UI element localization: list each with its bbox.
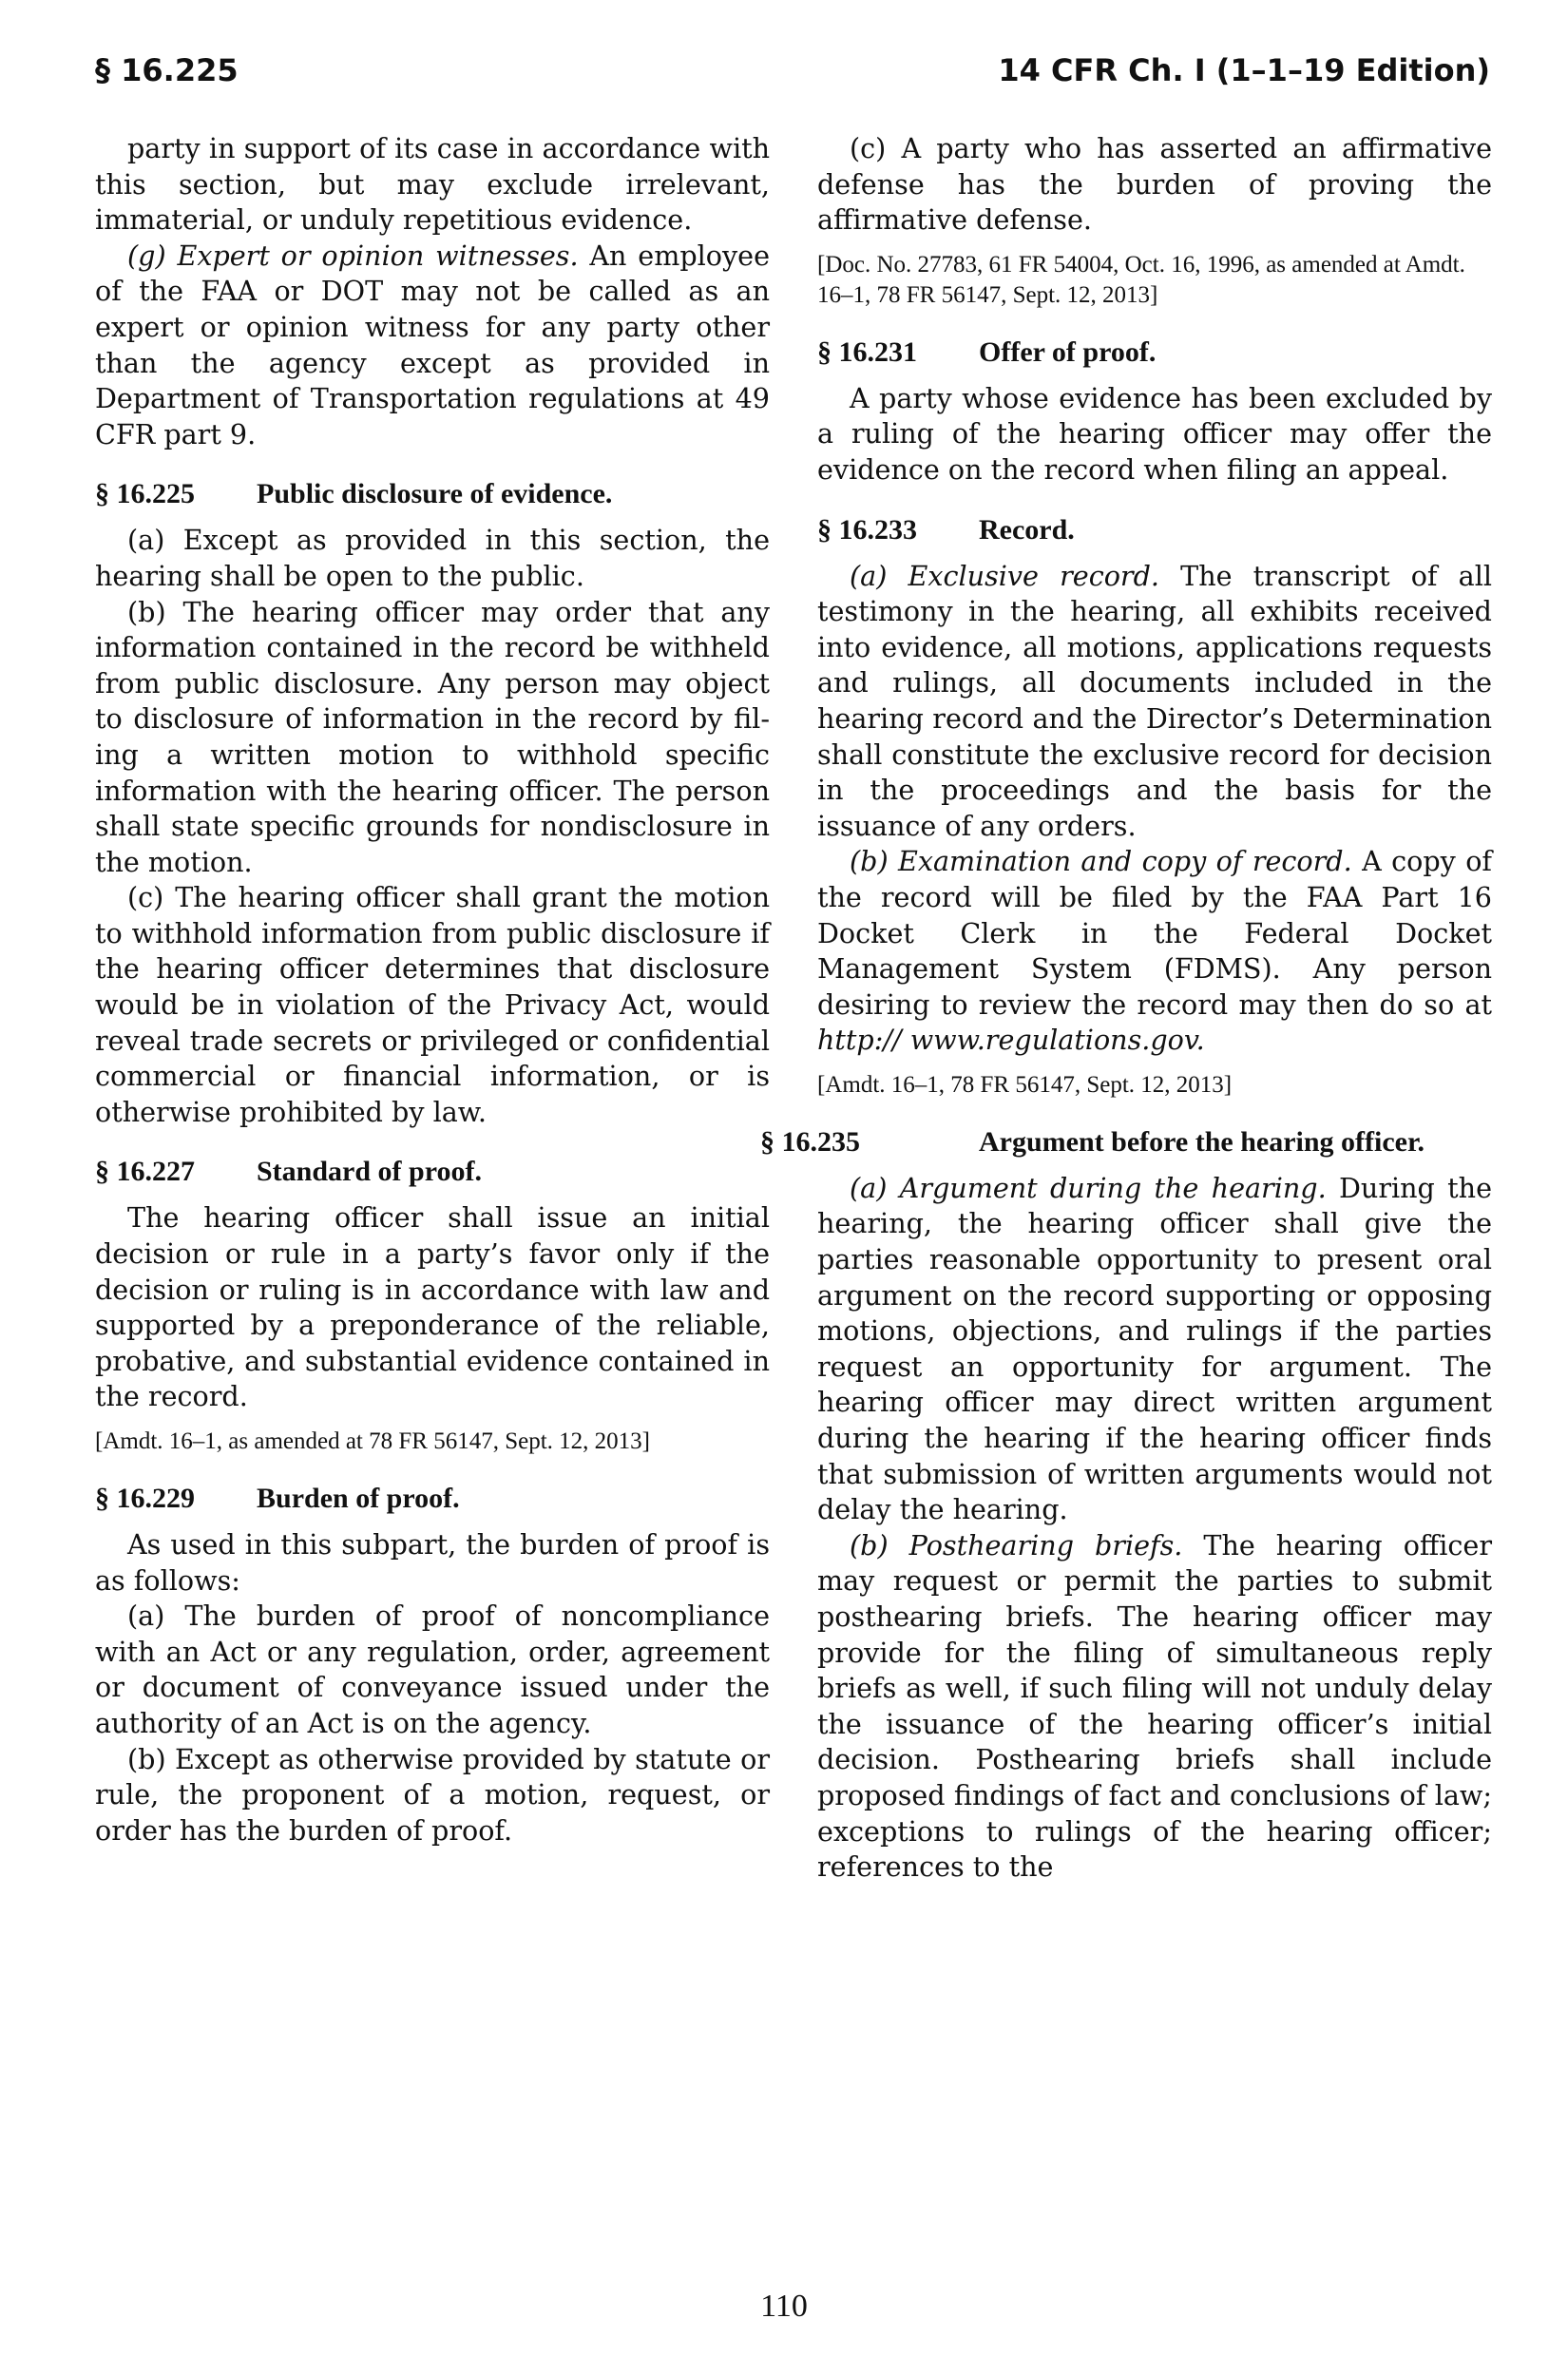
section-heading-16-225: [95, 477, 770, 511]
regulations-link[interactable]: http:// www.regulations.gov.: [817, 1024, 1205, 1057]
section-number: § 16.231: [817, 335, 917, 368]
paragraph-body: A party whose evidence has been excluded by a ruling of the hearing officer may offer the evidence on the record when filing an appeal.: [817, 381, 1492, 486]
page-number: 110: [760, 2289, 808, 2324]
section-number: § 16.225: [95, 478, 195, 510]
paragraph-a: [817, 1171, 1492, 1528]
section-title: Argument before the hearing officer.: [979, 1125, 1425, 1158]
paragraph-continued: party in support of its case in accordance with this section, but may exclude irrelevant, immaterial, or unduly repetitious evidence.: [95, 132, 770, 237]
section-heading-16-233: [817, 513, 1492, 547]
paragraph-b: (b) The hearing officer may order that any information contained in the record be withheld from public disclosure. Any person may object to disclosure of information in the record by filing a written motion to withhold specific information with the hearing officer. The person shall state specific grounds for nondisclosure in the motion.: [95, 595, 770, 878]
section-title: Standard of proof.: [257, 1156, 482, 1188]
paragraph-body: A copy of the record will be filed by the FAA Part 16 Docket Clerk in the Federal Docket Management System (FDMS). Any person desiring to review the record may then do so at: [817, 845, 1492, 1021]
paragraph-body: The hearing officer shall issue an initial decision or rule in a party’s favor only if the decision or ruling is in accordance with law and supported by a preponderance of the reliable, probative, and substantial evidence contained in the record.: [95, 1201, 770, 1413]
section-number: § 16.235: [760, 1125, 860, 1158]
running-head-edition: 14 CFR Ch. I (1–1–19 Edition): [998, 52, 1490, 88]
section-heading-16-231: [817, 335, 1492, 370]
paragraph-intro: As used in this subpart, the burden of proof is as follows:: [95, 1528, 770, 1597]
right-column: [760, 131, 1493, 1886]
paragraph-body: The transcript of all testimony in the hearing, all exhibits received into evidence, all motions, applications requests and rulings, all documents included in the hearing record and the Director’s Determination shall constitute the exclusive record for decision in the proceedings and the basis for the issuance of any orders.: [817, 559, 1492, 842]
paragraph-b: (b) Except as otherwise provided by statute or rule, the proponent of a motion, request, or order has the burden of proof.: [95, 1742, 770, 1847]
section-number: § 16.229: [95, 1483, 195, 1514]
paragraph-heading: (g) Expert or opinion witnesses.: [127, 239, 579, 272]
running-head-section: § 16.225: [95, 52, 239, 88]
page-header: [95, 48, 1490, 93]
paragraph-body: The hearing officer may request or permit the parties to submit posthearing briefs. The hearing officer may provide for the filing of simultaneous reply briefs as well, if such filing will not unduly delay the issuance of the hearing officer’s initial decision. Posthearing briefs shall include proposed findings of fact and conclusions of law; exceptions to rulings of the hearing officer; references to the: [817, 1528, 1493, 1884]
paragraph-b: [817, 844, 1492, 1059]
section-title: Offer of proof.: [979, 335, 1157, 368]
section-number: § 16.227: [95, 1156, 195, 1188]
paragraph-heading: (b) Examination and copy of record.: [850, 845, 1352, 878]
left-column: [95, 131, 770, 1849]
paragraph-c: (c) The hearing officer shall grant the motion to withhold information from public disclosure if the hearing officer determines that disclosure would be in violation of the Privacy Act, would reveal trade secrets or privileged or confidential commercial or financial information, or is otherwise prohibited by law.: [95, 881, 770, 1128]
paragraph-heading: (b) Posthearing briefs.: [850, 1528, 1183, 1562]
section-title: Public disclosure of evidence.: [257, 478, 613, 510]
paragraph-heading: (a) Argument during the hearing.: [850, 1171, 1327, 1204]
paragraph-body: During the hearing, the hearing officer shall give the parties reasonable opportunity to present oral argument on the record supporting or opposing motions, objections, and rulings if the parties request an opportunity for argument. The hearing officer may direct written argument during the hearing if the hearing officer finds that submission of written arguments would not delay the hearing.: [817, 1171, 1492, 1526]
section-title: Record.: [979, 513, 1075, 546]
section-heading-16-235: [760, 1125, 1492, 1159]
citation-note: [Amdt. 16–1, 78 FR 56147, Sept. 12, 2013]: [817, 1071, 1233, 1098]
section-heading-16-229: [95, 1482, 770, 1516]
citation-note: [Amdt. 16–1, as amended at 78 FR 56147, Sept. 12, 2013]: [95, 1428, 650, 1454]
paragraph-g: [95, 239, 770, 453]
paragraph-a: (a) Except as provided in this section, the hearing shall be open to the public.: [95, 524, 770, 592]
citation-note: [Doc. No. 27783, 61 FR 54004, Oct. 16, 1996, as amended at Amdt. 16–1, 78 FR 56147, Sept. 12, 2013]: [817, 251, 1465, 308]
paragraph-b: [817, 1528, 1492, 1886]
paragraph-body: An employee of the FAA or DOT may not be called as an expert or opinion witness for any party other than the agency except as provided in Department of Transportation regulations at 49 CFR part 9.: [95, 239, 770, 450]
section-title: Burden of proof.: [257, 1483, 460, 1514]
section-number: § 16.233: [817, 513, 917, 546]
paragraph-c: (c) A party who has asserted an affirmative defense has the burden of proving the affirmative defense.: [817, 132, 1492, 237]
paragraph-a: [817, 559, 1492, 845]
paragraph-a: (a) The burden of proof of noncompliance with an Act or any regulation, order, agreement or document of conveyance issued under the authority of an Act is on the agency.: [95, 1600, 770, 1739]
section-heading-16-227: [95, 1155, 770, 1189]
paragraph-heading: (a) Exclusive record.: [850, 559, 1159, 592]
